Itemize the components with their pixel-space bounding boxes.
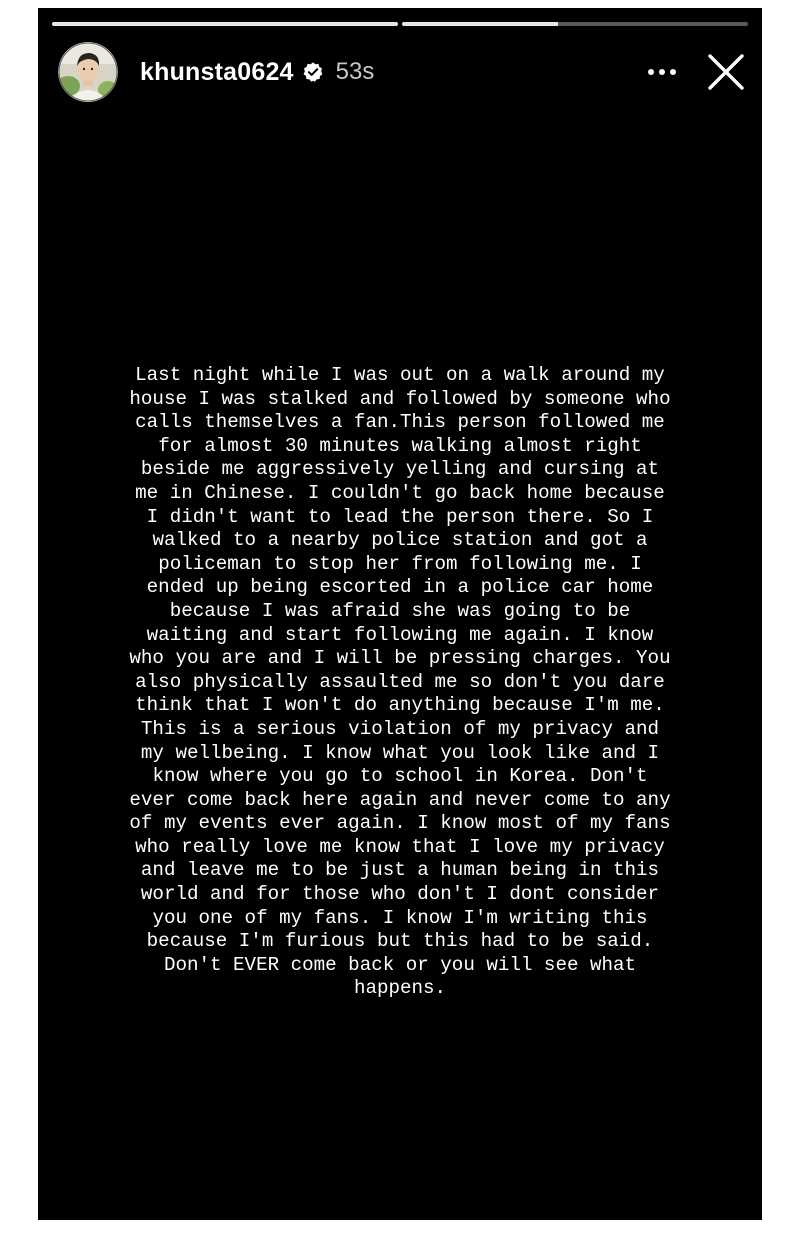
story-text-line: my wellbeing. I know what you look like and I	[140, 741, 660, 764]
story-text-line: you one of my fans. I know I'm writing this	[152, 906, 648, 929]
story-text-line: I didn't want to lead the person there. So I	[146, 505, 654, 528]
close-icon	[707, 53, 745, 91]
story-text-line: world and for those who don't I dont consider	[140, 883, 660, 906]
story-text-line: me in Chinese. I couldn't go back home because	[135, 481, 665, 504]
close-button[interactable]	[704, 50, 748, 94]
story-text-line: who you are and I will be pressing charges. You	[129, 647, 671, 670]
more-options-icon	[647, 68, 677, 76]
story-text-line: because I was afraid she was going to be	[169, 599, 631, 622]
story-text-line: ended up being escorted in a police car home	[146, 576, 654, 599]
story-text-line: happens.	[353, 977, 447, 1000]
story-text-line: of my events ever again. I know most of my fans	[129, 812, 671, 835]
story-text-line: house I was stalked and followed by someone who	[129, 387, 671, 410]
story-text-line: calls themselves a fan.This person followed me	[135, 411, 665, 434]
story-text-line: Don't EVER come back or you will see what	[163, 953, 637, 976]
story-text	[78, 364, 722, 1001]
progress-segment	[52, 22, 398, 26]
story-text-line: ever come back here again and never come to any	[129, 788, 671, 811]
story-text-line: know where you go to school in Korea. Don't	[152, 765, 648, 788]
story-text-line: because I'm furious but this had to be said.	[146, 930, 654, 953]
story-viewer[interactable]	[38, 8, 762, 1220]
story-text-line: policeman to stop her from following me. I	[158, 552, 642, 575]
progress-segment	[402, 22, 748, 26]
story-progress-bar	[52, 22, 748, 26]
avatar[interactable]	[58, 42, 118, 102]
story-text-line: and leave me to be just a human being in this	[140, 859, 660, 882]
story-text-line: beside me aggressively yelling and cursing at	[140, 458, 660, 481]
story-text-line: think that I won't do anything because I'm me.	[135, 694, 665, 717]
username[interactable]: khunsta0624	[140, 57, 294, 86]
story-text-line: walked to a nearby police station and got a	[152, 529, 648, 552]
story-text-line: also physically assaulted me so don't you dare	[135, 670, 665, 693]
story-text-line: This is a serious violation of my privacy and	[140, 717, 660, 740]
story-text-line: Last night while I was out on a walk around my	[135, 364, 665, 386]
story-timestamp: 53s	[335, 58, 375, 85]
story-text-line: who really love me know that I love my privacy	[135, 835, 665, 858]
more-options-button[interactable]	[642, 52, 682, 92]
verified-badge-icon	[302, 61, 324, 83]
story-header	[58, 40, 748, 104]
story-text-line: for almost 30 minutes walking almost right	[158, 434, 642, 457]
story-text-line: waiting and start following me again. I know	[146, 623, 654, 646]
